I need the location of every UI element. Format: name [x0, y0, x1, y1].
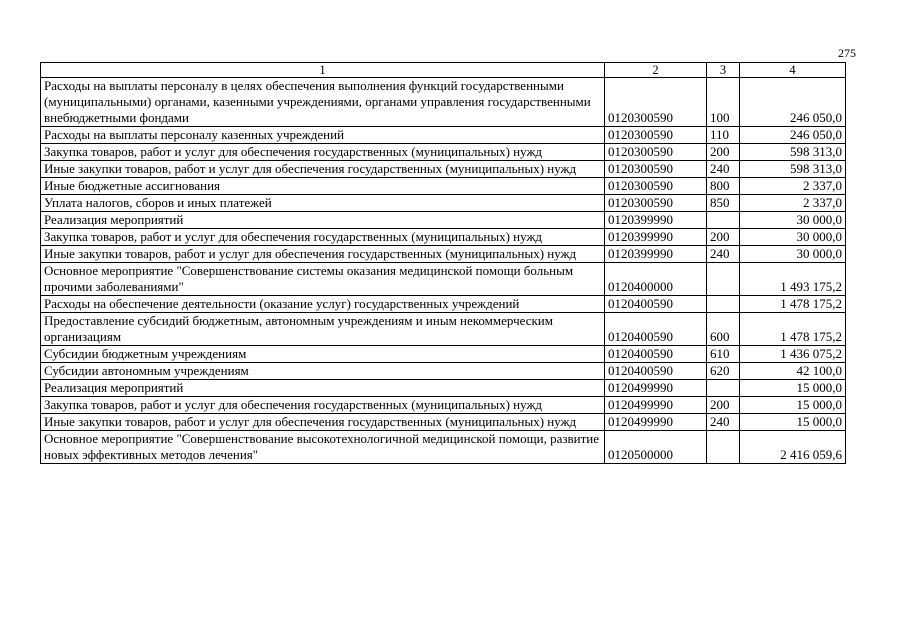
table-row	[41, 380, 846, 397]
row-amount-cell: 246 050,0	[740, 78, 846, 127]
table-row	[41, 78, 846, 127]
row-type-cell: 610	[707, 346, 740, 363]
row-type-cell: 200	[707, 144, 740, 161]
row-type-cell: 240	[707, 414, 740, 431]
row-name-cell: Расходы на выплаты персоналу в целях обеспечения выполнения функций государственными (муниципальными) органами, казенными учреждениями, органами управления государственными внебюджетными фондами	[41, 78, 605, 127]
row-amount-cell: 1 478 175,2	[740, 296, 846, 313]
row-code-cell: 0120499990	[605, 380, 707, 397]
row-type-cell	[707, 296, 740, 313]
row-type-cell: 110	[707, 127, 740, 144]
table-row	[41, 246, 846, 263]
row-type-cell: 100	[707, 78, 740, 127]
row-amount-cell: 42 100,0	[740, 363, 846, 380]
header-col-3: 3	[707, 63, 740, 78]
row-name-cell: Закупка товаров, работ и услуг для обеспечения государственных (муниципальных) нужд	[41, 397, 605, 414]
table-row	[41, 313, 846, 346]
row-type-cell: 200	[707, 397, 740, 414]
row-type-cell	[707, 212, 740, 229]
row-name-cell: Основное мероприятие "Совершенствование высокотехнологичной медицинской помощи, развитие новых эффективных методов лечения"	[41, 431, 605, 464]
row-code-cell: 0120400000	[605, 263, 707, 296]
row-amount-cell: 30 000,0	[740, 212, 846, 229]
table-row	[41, 195, 846, 212]
header-col-1: 1	[41, 63, 605, 78]
header-col-2: 2	[605, 63, 707, 78]
row-name-cell: Иные закупки товаров, работ и услуг для обеспечения государственных (муниципальных) нужд	[41, 161, 605, 178]
row-name-cell: Реализация мероприятий	[41, 380, 605, 397]
header-col-4: 4	[740, 63, 846, 78]
row-name-cell: Уплата налогов, сборов и иных платежей	[41, 195, 605, 212]
row-name-cell: Основное мероприятие "Совершенствование системы оказания медицинской помощи больным прочими заболеваниями"	[41, 263, 605, 296]
row-name-cell: Закупка товаров, работ и услуг для обеспечения государственных (муниципальных) нужд	[41, 229, 605, 246]
row-amount-cell: 2 416 059,6	[740, 431, 846, 464]
table-row	[41, 346, 846, 363]
row-code-cell: 0120400590	[605, 363, 707, 380]
row-type-cell	[707, 431, 740, 464]
table-row	[41, 363, 846, 380]
table-row	[41, 263, 846, 296]
row-code-cell: 0120399990	[605, 212, 707, 229]
row-amount-cell: 30 000,0	[740, 246, 846, 263]
row-type-cell: 240	[707, 246, 740, 263]
row-amount-cell: 1 436 075,2	[740, 346, 846, 363]
table-row	[41, 161, 846, 178]
row-amount-cell: 2 337,0	[740, 178, 846, 195]
row-amount-cell: 15 000,0	[740, 380, 846, 397]
row-code-cell: 0120300590	[605, 144, 707, 161]
row-code-cell: 0120400590	[605, 296, 707, 313]
row-amount-cell: 246 050,0	[740, 127, 846, 144]
row-type-cell	[707, 263, 740, 296]
table-row	[41, 296, 846, 313]
row-amount-cell: 1 493 175,2	[740, 263, 846, 296]
table-row	[41, 229, 846, 246]
row-amount-cell: 15 000,0	[740, 397, 846, 414]
row-name-cell: Иные закупки товаров, работ и услуг для обеспечения государственных (муниципальных) нужд	[41, 414, 605, 431]
row-type-cell: 200	[707, 229, 740, 246]
table-row	[41, 431, 846, 464]
row-code-cell: 0120300590	[605, 127, 707, 144]
row-code-cell: 0120300590	[605, 178, 707, 195]
row-name-cell: Расходы на выплаты персоналу казенных учреждений	[41, 127, 605, 144]
row-type-cell: 850	[707, 195, 740, 212]
row-amount-cell: 598 313,0	[740, 144, 846, 161]
budget-table	[40, 62, 846, 464]
table-row	[41, 397, 846, 414]
row-code-cell: 0120300590	[605, 195, 707, 212]
row-code-cell: 0120499990	[605, 397, 707, 414]
page-number: 275	[838, 46, 856, 60]
row-name-cell: Иные закупки товаров, работ и услуг для обеспечения государственных (муниципальных) нужд	[41, 246, 605, 263]
row-name-cell: Закупка товаров, работ и услуг для обеспечения государственных (муниципальных) нужд	[41, 144, 605, 161]
table-header-row	[41, 63, 846, 78]
row-type-cell: 240	[707, 161, 740, 178]
table-row	[41, 178, 846, 195]
table-row	[41, 212, 846, 229]
row-code-cell: 0120400590	[605, 346, 707, 363]
row-name-cell: Субсидии автономным учреждениям	[41, 363, 605, 380]
row-amount-cell: 2 337,0	[740, 195, 846, 212]
row-name-cell: Предоставление субсидий бюджетным, автономным учреждениям и иным некоммерческим организациям	[41, 313, 605, 346]
row-type-cell: 800	[707, 178, 740, 195]
row-name-cell: Иные бюджетные ассигнования	[41, 178, 605, 195]
row-amount-cell: 598 313,0	[740, 161, 846, 178]
row-name-cell: Субсидии бюджетным учреждениям	[41, 346, 605, 363]
row-code-cell: 0120300590	[605, 78, 707, 127]
row-amount-cell: 1 478 175,2	[740, 313, 846, 346]
row-type-cell	[707, 380, 740, 397]
row-type-cell: 600	[707, 313, 740, 346]
row-code-cell: 0120400590	[605, 313, 707, 346]
table-row	[41, 144, 846, 161]
row-name-cell: Расходы на обеспечение деятельности (оказание услуг) государственных учреждений	[41, 296, 605, 313]
row-code-cell: 0120499990	[605, 414, 707, 431]
table-row	[41, 127, 846, 144]
row-name-cell: Реализация мероприятий	[41, 212, 605, 229]
row-type-cell: 620	[707, 363, 740, 380]
row-code-cell: 0120399990	[605, 229, 707, 246]
row-amount-cell: 30 000,0	[740, 229, 846, 246]
row-amount-cell: 15 000,0	[740, 414, 846, 431]
table-row	[41, 414, 846, 431]
row-code-cell: 0120500000	[605, 431, 707, 464]
row-code-cell: 0120399990	[605, 246, 707, 263]
row-code-cell: 0120300590	[605, 161, 707, 178]
